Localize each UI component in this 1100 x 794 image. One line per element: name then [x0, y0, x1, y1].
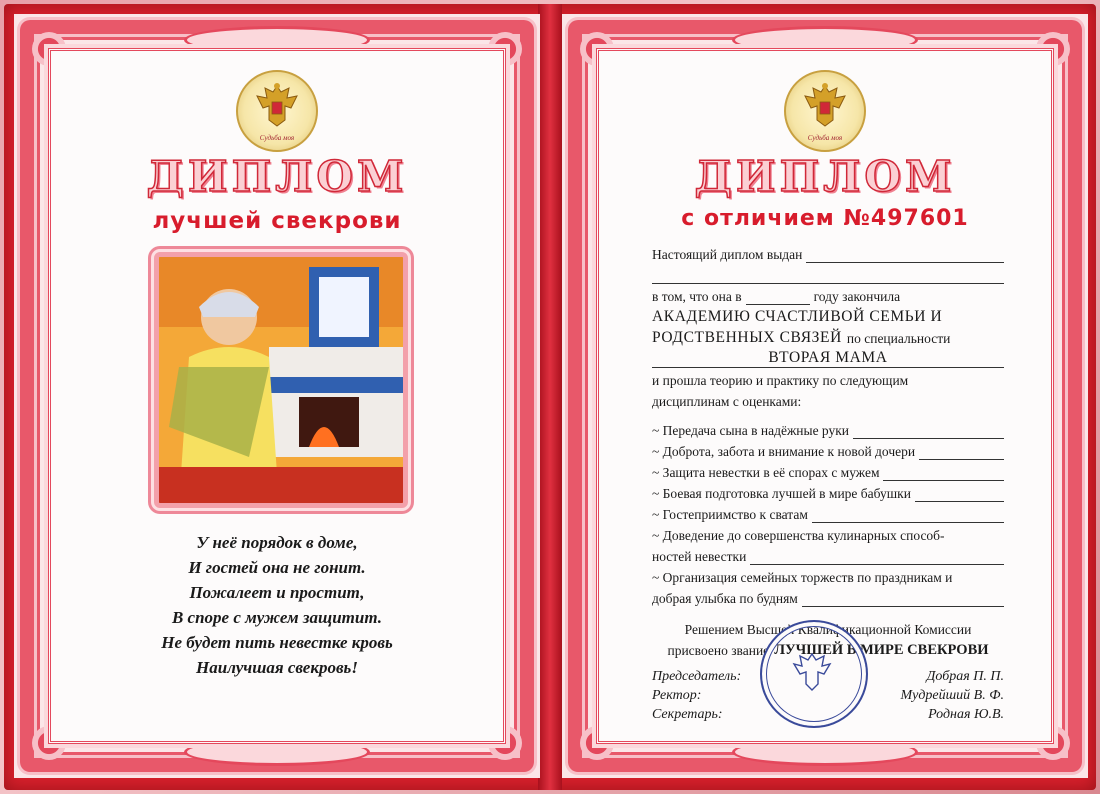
discipline-row: [652, 565, 1004, 586]
academy-line-2: [652, 326, 1004, 347]
grade-field[interactable]: [915, 487, 1004, 502]
decision-text-2: присвоено звание: [667, 643, 770, 658]
blank-line: [652, 263, 1004, 284]
grade-field[interactable]: [919, 445, 1004, 460]
blank-field[interactable]: [806, 248, 1004, 263]
discipline-label: ~ Боевая подготовка лучшей в мире бабушки: [652, 486, 911, 501]
poem-line: Не будет пить невестке кровь: [161, 633, 393, 652]
blank-field[interactable]: [652, 269, 1004, 284]
poem-line: Пожалеет и простит,: [189, 583, 365, 602]
kitchen-scene-image: [159, 257, 403, 503]
signature-role: Председатель:: [652, 669, 742, 684]
signature-role: Ректор:: [652, 688, 702, 703]
diploma-title: ДИПЛОМ: [146, 152, 408, 201]
graduated-prefix: в том, что она в: [652, 289, 742, 304]
theory-text-2: дисциплинам с оценками:: [652, 394, 802, 409]
discipline-label: ностей невестки: [652, 549, 747, 564]
discipline-label: ~ Защита невестки в её спорах с мужем: [652, 465, 880, 480]
awarded-title: ЛУЧШЕЙ В МИРЕ СВЕКРОВИ: [774, 642, 989, 658]
poem-block: [14, 530, 540, 680]
diploma-number: с отличием №497601: [681, 206, 969, 231]
issued-to-line: [652, 242, 1004, 263]
diploma-title: ДИПЛОМ: [694, 152, 956, 201]
discipline-label: ~ Доброта, забота и внимание к новой дочери: [652, 444, 916, 459]
signature-role: Секретарь:: [652, 707, 723, 722]
theory-text: и прошла теорию и практику по следующим: [652, 373, 909, 388]
discipline-label: ~ Передача сына в надёжные руки: [652, 423, 850, 438]
discipline-row: [652, 481, 1004, 502]
official-stamp: [760, 620, 868, 728]
signature-name: Родная Ю.В.: [928, 707, 1004, 722]
discipline-row: [652, 586, 1004, 607]
poem-line: У неё порядок в доме,: [196, 533, 358, 552]
specialty-label: по специальности: [846, 331, 951, 346]
grade-field[interactable]: [812, 508, 1004, 523]
coat-of-arms-emblem: [784, 70, 866, 152]
grade-field[interactable]: [883, 466, 1004, 481]
book-spine: [538, 4, 562, 790]
signature-name: Мудрейший В. Ф.: [900, 688, 1004, 703]
specialty-line: [652, 347, 1004, 368]
left-page: [14, 14, 540, 778]
coat-of-arms-emblem: [236, 70, 318, 152]
poem-line: В споре с мужем защитит.: [171, 608, 383, 627]
discipline-label: добрая улыбка по будням: [652, 591, 798, 606]
right-page: [562, 14, 1088, 778]
mother-in-law-illustration: [154, 252, 408, 508]
year-blank-field[interactable]: [746, 290, 810, 305]
grade-field[interactable]: [750, 550, 1004, 565]
academy-name: АКАДЕМИЮ СЧАСТЛИВОЙ СЕМЬИ И: [652, 308, 943, 325]
discipline-row: [652, 502, 1004, 523]
graduated-line: [652, 284, 1004, 305]
discipline-label: ~ Организация семейных торжеств по праздникам и: [652, 570, 953, 585]
spacer: [652, 607, 1004, 617]
graduated-suffix: году закончила: [813, 289, 901, 304]
academy-name-cont: РОДСТВЕННЫХ СВЯЗЕЙ: [652, 329, 842, 346]
stamp-eagle-icon: [760, 620, 864, 724]
academy-line: [652, 305, 1004, 326]
double-headed-eagle-icon: [799, 80, 851, 132]
theory-line: [652, 368, 1004, 389]
poem-line: И гостей она не гонит.: [188, 558, 366, 577]
discipline-row: [652, 544, 1004, 565]
discipline-row: [652, 523, 1004, 544]
double-headed-eagle-icon: [251, 80, 303, 132]
issued-to-label: Настоящий диплом выдан: [652, 247, 803, 262]
diploma-subtitle: лучшей свекрови: [152, 208, 402, 234]
discipline-row: [652, 460, 1004, 481]
grade-field[interactable]: [853, 424, 1004, 439]
theory-line-2: [652, 389, 1004, 410]
grade-field[interactable]: [802, 592, 1004, 607]
specialty-value: ВТОРАЯ МАМА: [768, 349, 888, 366]
signature-name: Добрая П. П.: [926, 669, 1004, 684]
emblem-motto: Судьба моя: [807, 134, 843, 142]
discipline-row: [652, 418, 1004, 439]
spacer: [652, 410, 1004, 418]
decision-text: Решением Высшей Квалификационной Комиссии: [684, 622, 972, 637]
discipline-label: ~ Гостеприимство к сватам: [652, 507, 808, 522]
discipline-row: [652, 439, 1004, 460]
emblem-motto: Судьба моя: [259, 134, 295, 142]
discipline-label: ~ Доведение до совершенства кулинарных способ-: [652, 528, 945, 543]
poem-line: Наилучшая свекровь!: [196, 658, 358, 677]
